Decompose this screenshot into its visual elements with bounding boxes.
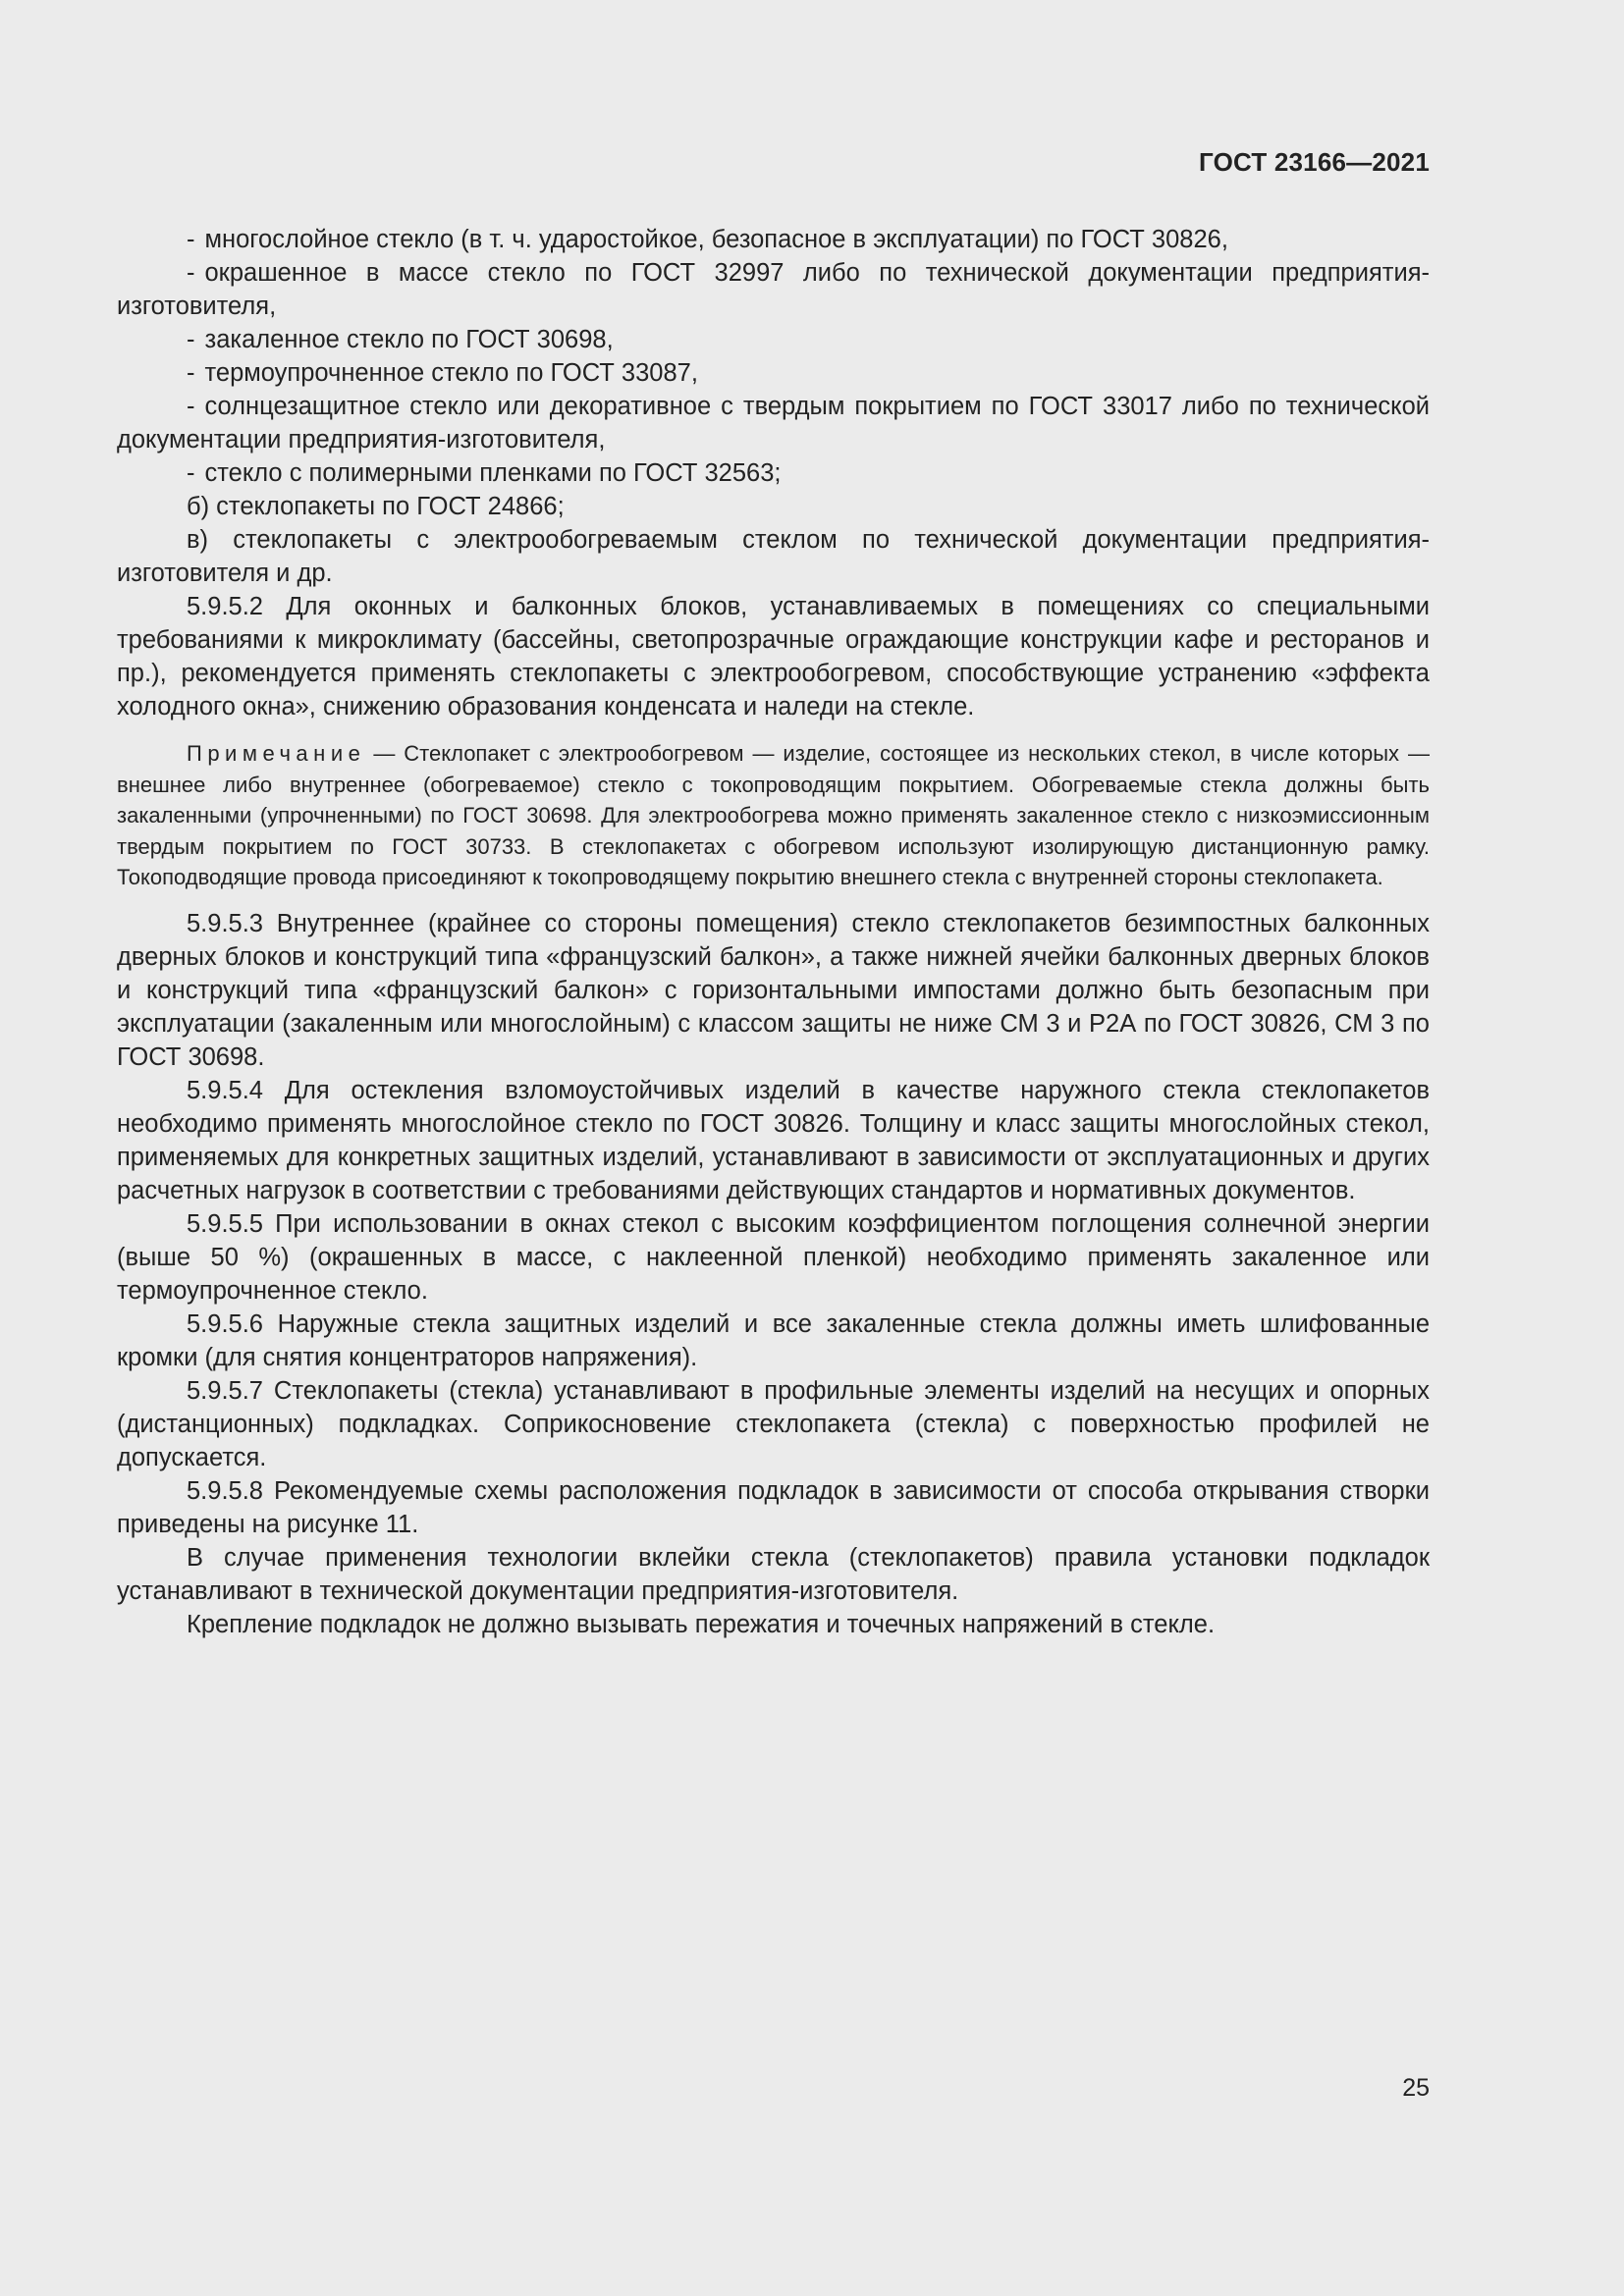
clause-5-9-5-8: 5.9.5.8 Рекомендуемые схемы расположения подкладок в зависимости от способа открывания створки приведены на рисунке 11.: [117, 1476, 1430, 1538]
list-item: - многослойное стекло (в т. ч. ударостойкое, безопасное в эксплуатации) по ГОСТ 30826,: [187, 226, 1228, 253]
dash-marker: -: [187, 459, 195, 487]
dash-marker: -: [187, 259, 195, 287]
item-v: в) стеклопакеты с электрообогреваемым стеклом по технической документации предприятия-изготовителя и др.: [117, 526, 1430, 587]
note-label: Примечание: [187, 741, 366, 766]
item-b: б) стеклопакеты по ГОСТ 24866;: [187, 493, 565, 520]
paragraph-fixing: Крепление подкладок не должно вызывать пережатия и точечных напряжений в стекле.: [187, 1610, 1216, 1638]
note-text: — Стеклопакет с электрообогревом — изделие, состоящее из нескольких стекол, в числе которых — внешнее либо внутреннее (обогреваемое) стекло с токопроводящим покрытием. Обогреваемые стекла должны быть закаленными (упрочненными) по ГОСТ 30698. Для электрообогрева можно применять закаленное стекло с низкоэмиссионным твердым покрытием по ГОСТ 30733. В стеклопакетах с обогревом используют изолирующую дистанционную рамку. Токоподводящие провода присоединяют к токопроводящему покрытию внешнего стекла с внутренней стороны стеклопакета.: [117, 741, 1430, 889]
dash-marker: -: [187, 393, 195, 420]
document-body: [117, 223, 1430, 1641]
dash-marker: -: [187, 326, 195, 353]
dash-marker: -: [187, 226, 195, 253]
paragraph-glue: В случае применения технологии вклейки стекла (стеклопакетов) правила установки подкладок устанавливают в технической документации предприятия-изготовителя.: [117, 1543, 1430, 1605]
list-item: - термоупрочненное стекло по ГОСТ 33087,: [187, 359, 698, 387]
list-item: - закаленное стекло по ГОСТ 30698,: [187, 326, 614, 353]
dash-marker: -: [187, 359, 195, 387]
page-number: 25: [1402, 2074, 1430, 2102]
clause-5-9-5-4: 5.9.5.4 Для остекления взломоустойчивых изделий в качестве наружного стекла стеклопакетов необходимо применять многослойное стекло по ГОСТ 30826. Толщину и класс защиты многослойных стекол, применяемых для конкретных защитных изделий, устанавливают в зависимости от эксплуатационных и других расчетных нагрузок в соответствии с требованиями действующих стандартов и нормативных документов.: [117, 1076, 1430, 1204]
clause-5-9-5-6: 5.9.5.6 Наружные стекла защитных изделий и все закаленные стекла должны иметь шлифованные кромки (для снятия концентраторов напряжения).: [117, 1309, 1430, 1371]
clause-5-9-5-3: 5.9.5.3 Внутреннее (крайнее со стороны помещения) стекло стеклопакетов безимпостных балконных дверных блоков и конструкций типа «французский балкон», а также нижней ячейки балконных дверных блоков и конструкций типа «французский балкон» с горизонтальными импостами должно быть безопасным при эксплуатации (закаленным или многослойным) с классом защиты не ниже СМ 3 и Р2А по ГОСТ 30826, СМ 3 по ГОСТ 30698.: [117, 909, 1430, 1071]
list-item: - солнцезащитное стекло или декоративное с твердым покрытием по ГОСТ 33017 либо по технической документации предприятия-изготовителя,: [117, 393, 1430, 454]
list-item: - стекло с полимерными пленками по ГОСТ 32563;: [187, 459, 782, 487]
clause-5-9-5-5: 5.9.5.5 При использовании в окнах стекол с высоким коэффициентом поглощения солнечной энергии (выше 50 %) (окрашенных в массе, с наклеенной пленкой) необходимо применять закаленное или термоупрочненное стекло.: [117, 1209, 1430, 1305]
doc-header-code: ГОСТ 23166—2021: [1199, 147, 1430, 177]
list-item: - окрашенное в массе стекло по ГОСТ 32997 либо по технической документации предприятия-изготовителя,: [117, 259, 1430, 320]
clause-5-9-5-2: 5.9.5.2 Для оконных и балконных блоков, устанавливаемых в помещениях со специальными требованиями к микроклимату (бассейны, светопрозрачные ограждающие конструкции кафе и ресторанов и пр.), рекомендуется применять стеклопакеты с электрообогревом, способствующие устранению «эффекта холодного окна», снижению образования конденсата и наледи на стекле.: [117, 593, 1430, 721]
clause-5-9-5-7: 5.9.5.7 Стеклопакеты (стекла) устанавливают в профильные элементы изделий на несущих и опорных (дистанционных) подкладках. Соприкосновение стеклопакета (стекла) с поверхностью профилей не допускается.: [117, 1376, 1430, 1471]
note-block: [117, 738, 1430, 893]
